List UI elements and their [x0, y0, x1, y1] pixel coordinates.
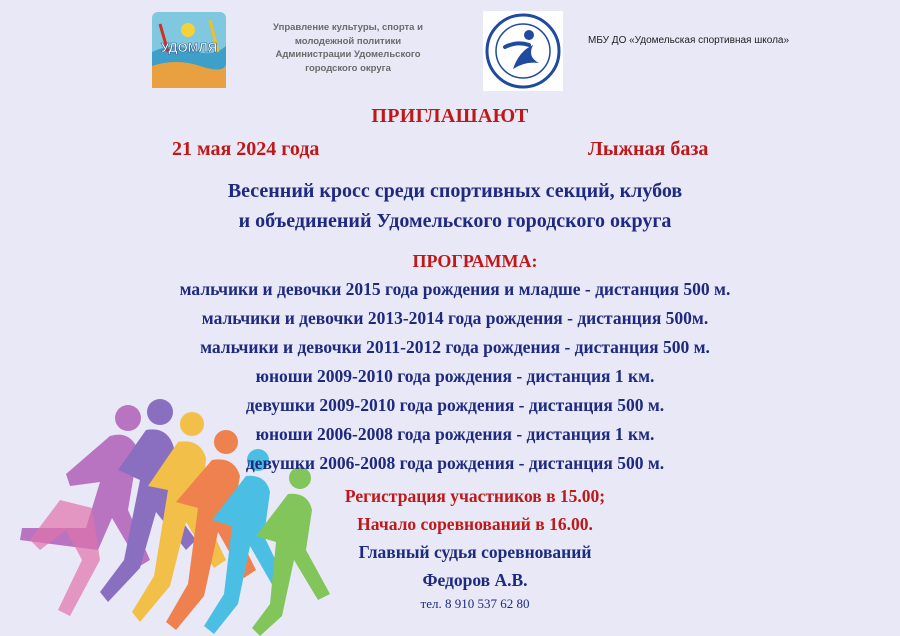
program-item: девушки 2006-2008 года рождения - дистанция 500 м. — [245, 453, 665, 473]
program-item: девушки 2009-2010 года рождения - дистанция 500 м. — [245, 395, 665, 415]
organizer-right: МБУ ДО «Удомельская спортивная школа» — [588, 35, 790, 46]
phone-number: тел. 8 910 537 62 80 — [420, 596, 530, 611]
registration-time: Регистрация участников в 15.00; — [344, 486, 606, 506]
program-item: мальчики и девочки 2015 года рождения и младше - дистанция 500 м. — [179, 279, 731, 299]
event-place: Лыжная база — [588, 138, 709, 160]
program-heading: ПРОГРАММА: — [412, 251, 538, 271]
program-item: мальчики и девочки 2013-2014 года рождения - дистанция 500м. — [201, 308, 709, 328]
event-title — [0, 176, 900, 236]
udomlya-logo — [152, 12, 226, 88]
judge-name: Федоров А.В. — [422, 570, 528, 590]
event-title-line: и объединений Удомельского городского округа — [238, 210, 672, 232]
start-time: Начало соревнований в 16.00. — [357, 514, 593, 534]
org-left-line: Управление культуры, спорта и — [273, 22, 423, 33]
invite-heading: ПРИГЛАШАЮТ — [371, 105, 529, 127]
program-item: мальчики и девочки 2011-2012 года рождения - дистанция 500 м. — [200, 337, 710, 357]
org-left-line: городского округа — [305, 62, 391, 74]
program-list — [0, 275, 900, 478]
event-title-line: Весенний кросс среди спортивных секций, клубов — [227, 180, 683, 202]
org-left-line: Администрации Удомельского — [275, 49, 421, 60]
organizer-left — [262, 21, 434, 75]
program-item: юноши 2009-2010 года рождения - дистанция 1 км. — [255, 366, 655, 386]
org-left-line: молодежной политики — [294, 35, 402, 47]
svg-text:УДОМЛЯ: УДОМЛЯ — [160, 40, 218, 55]
sport-school-logo — [483, 11, 563, 91]
judge-title: Главный судья соревнований — [358, 542, 592, 562]
event-date: 21 мая 2024 года — [172, 138, 320, 160]
program-item: юноши 2006-2008 года рождения - дистанция 1 км. — [255, 424, 655, 444]
